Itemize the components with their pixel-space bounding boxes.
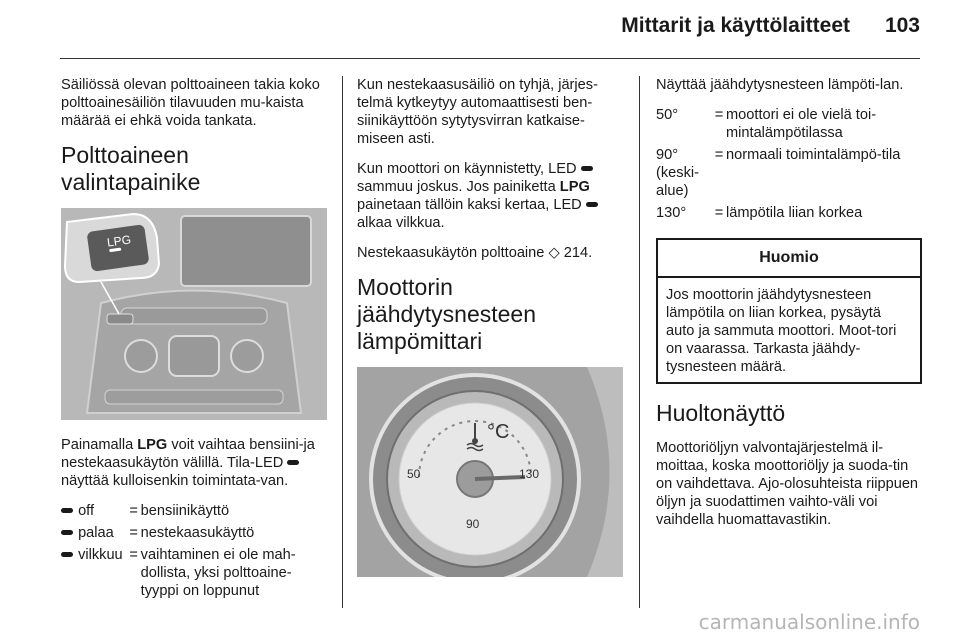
table-row: 130° = lämpötila liian korkea	[656, 205, 863, 221]
gauge-tick-90: 90	[466, 517, 480, 531]
led-icon	[61, 508, 73, 513]
note-title: Huomio	[658, 240, 920, 278]
gauge-unit-label: °C	[487, 421, 510, 443]
led-icon	[581, 166, 593, 171]
section-heading-fuel-selector: Polttoaineen valintapainike	[61, 142, 201, 195]
column-1	[61, 76, 327, 614]
page-number: 103	[884, 14, 920, 37]
gauge-tick-50: 50	[407, 467, 421, 481]
coolant-gauge-figure	[357, 367, 623, 577]
table-row: 90° (keski-alue) = normaali toimintalämpö-tila	[656, 147, 901, 199]
watermark: carmanualsonline.info	[698, 610, 920, 634]
column-3	[656, 76, 922, 541]
led-state-table	[61, 502, 327, 604]
lpg-button-label: LPG	[106, 232, 132, 250]
lpg-paragraph: Painamalla LPG voit vaihtaa bensiini-ja nestekaasukäytön välillä. Tila-LED näyttää kulloisenkin toimintata-van.	[61, 437, 315, 489]
gauge-illustration	[357, 367, 623, 577]
led-behavior-paragraph: Kun moottori on käynnistetty, LED sammuu joskus. Jos painiketta LPG painetaan tällöin kaksi kertaa, LED alkaa vilkkua.	[357, 160, 625, 232]
header-rule	[60, 58, 920, 59]
led-icon	[586, 202, 598, 207]
section-heading-coolant-gauge: Moottorin jäähdytysnesteen lämpömittari	[357, 274, 537, 354]
note-body: Jos moottorin jäähdytysnesteen lämpötila on liian korkea, pysäytä auto ja sammuta moottori. Moot-tori on vaarassa. Tarkasta jäähdy-tysnesteen määrä.	[666, 287, 897, 375]
service-paragraph: Moottoriöljyn valvontajärjestelmä il-moittaa, koska moottoriöljy ja suoda-tin on vaihdettava. Ajo-olosuhteista riippuen öljyn ja suodattimen vaihto-väli voi vaihdella huomattavastikin.	[656, 440, 919, 528]
table-row: vilkkuu = vaihtaminen ei ole mah-dollista, yksi polttoaine-tyyppi on loppunut	[61, 546, 327, 604]
page-header	[0, 0, 960, 62]
temperature-table	[656, 106, 922, 226]
chapter-title: Mittarit ja käyttölaitteet	[621, 14, 850, 37]
led-icon	[287, 460, 299, 465]
column-2	[357, 76, 625, 577]
dashboard-illustration	[61, 208, 327, 420]
table-row: palaa = nestekaasukäyttö	[61, 524, 327, 546]
section-heading-service-display: Huoltonäyttö	[656, 400, 786, 426]
table-row: off = bensiinikäyttö	[61, 502, 327, 524]
table-row: 50° = moottori ei ole vielä toi-mintalämpötilassa	[656, 107, 877, 141]
column-divider	[342, 76, 343, 608]
lpg-keyword: LPG	[559, 179, 590, 195]
coolant-intro: Näyttää jäähdytysnesteen lämpöti-lan.	[656, 77, 904, 93]
lpg-button-figure	[61, 208, 327, 420]
caution-note-box	[656, 238, 922, 384]
led-icon	[61, 552, 73, 557]
page-reference-link[interactable]: 214.	[563, 245, 593, 261]
intro-paragraph: Säiliössä olevan polttoaineen takia koko polttoainesäiliön tilavuuden mu-kaista määrää ei ehkä voida tankata.	[61, 77, 320, 129]
lpg-keyword: LPG	[137, 437, 168, 453]
lpg-fuel-reference: Nestekaasukäytön polttoaine ◇ 214.	[357, 245, 593, 261]
led-icon	[61, 530, 73, 535]
page-reference-icon: ◇	[548, 245, 560, 261]
column-divider	[639, 76, 640, 608]
empty-tank-paragraph: Kun nestekaasusäiliö on tyhjä, järjes-telmä kytkeytyy automaattisesti ben-siinikäyttöön sytytysvirran katkaise-miseen asti.	[357, 77, 598, 147]
gauge-tick-130: 130	[519, 467, 540, 481]
